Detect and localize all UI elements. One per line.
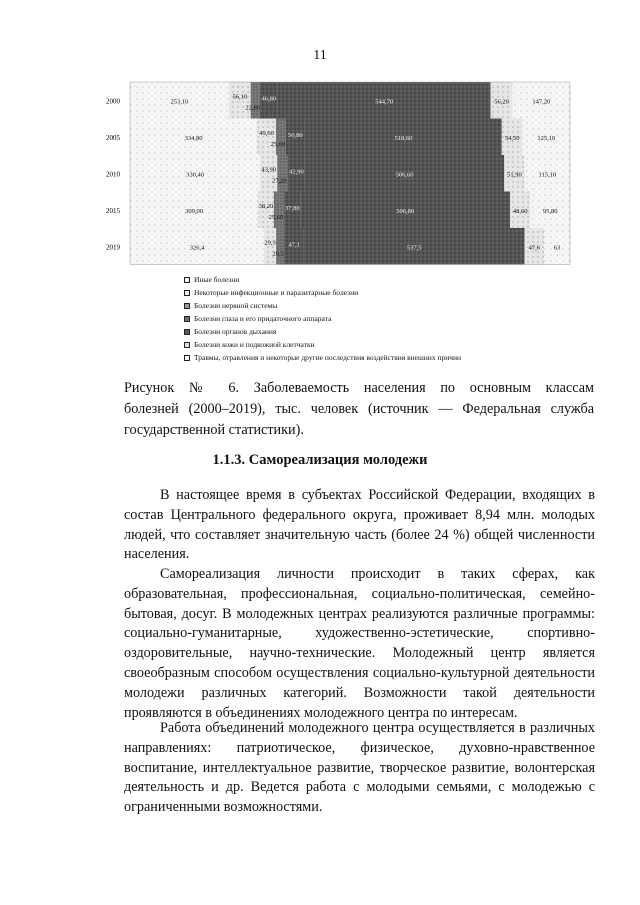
legend-item bbox=[184, 351, 461, 364]
data-label: 334,80 bbox=[184, 134, 203, 142]
data-label: 22,80 bbox=[245, 104, 261, 112]
data-label: 544,70 bbox=[375, 98, 394, 106]
legend-swatch bbox=[184, 303, 190, 309]
data-label: 50,80 bbox=[287, 131, 303, 139]
data-label: 147,20 bbox=[532, 98, 551, 106]
legend-swatch bbox=[184, 290, 190, 296]
data-label: 253,10 bbox=[170, 98, 189, 106]
text-line: населения. bbox=[124, 546, 190, 563]
text-line: направлениях: патриотическое, физическое, духовно-нравственное bbox=[124, 739, 595, 756]
bar-segment bbox=[277, 155, 288, 192]
page-number: 11 bbox=[313, 48, 327, 63]
data-label: 56,20 bbox=[494, 98, 509, 106]
legend-label: Болезни органов дыхания bbox=[194, 327, 277, 336]
data-label: 518,60 bbox=[394, 134, 413, 142]
legend-item bbox=[184, 299, 461, 312]
bar-segment bbox=[276, 228, 284, 265]
data-label: 326,4 bbox=[189, 244, 205, 252]
text-line: социально-гуманитарные, художественно-эстетические, спортивно- bbox=[124, 625, 595, 642]
section-title: 1.1.3. Самореализация молодежи bbox=[212, 452, 428, 468]
data-label: 42,90 bbox=[289, 168, 304, 176]
data-label: 56,10 bbox=[232, 93, 248, 101]
text-line: В настоящее время в субъектах Российской Федерации, входящих в bbox=[160, 487, 595, 503]
y-tick-label: 2010 bbox=[106, 170, 120, 179]
data-label: 51,90 bbox=[507, 171, 522, 179]
data-label: 29,3 bbox=[264, 239, 276, 247]
data-label: 20,5 bbox=[272, 250, 284, 258]
legend-label: Некоторые инфекционные и паразитарные болезни bbox=[194, 288, 359, 297]
legend-item bbox=[184, 338, 461, 351]
data-label: 95,80 bbox=[542, 207, 558, 215]
legend-item bbox=[184, 325, 461, 338]
caption-line: государственной статистики). bbox=[124, 422, 304, 438]
legend-label: Болезни кожи и подкожной клетчатки bbox=[194, 340, 315, 349]
legend-label: Болезни нервной системы bbox=[194, 301, 278, 310]
data-label: 125,10 bbox=[537, 134, 556, 142]
text-line: Работа объединений молодежного центра осуществляется в различных bbox=[160, 720, 595, 736]
bar-segment bbox=[258, 192, 274, 229]
data-label: 25,60 bbox=[268, 213, 284, 221]
text-line: воспитание, интеллектуальное развитие, творческое развитие, волонтерская bbox=[124, 759, 595, 776]
data-label: 46,80 bbox=[261, 95, 277, 103]
figure-caption bbox=[124, 378, 594, 441]
data-label: 37,80 bbox=[285, 204, 300, 212]
paragraph bbox=[124, 565, 595, 723]
bar-segment bbox=[251, 82, 260, 119]
bar-segment bbox=[260, 155, 277, 192]
bar-segment bbox=[274, 192, 285, 229]
text-line: Самореализация личности происходит в таких сферах, как bbox=[160, 566, 595, 582]
text-line: своеобразным способом осуществления социально-культурной деятельности bbox=[124, 664, 595, 681]
bar-segment bbox=[229, 82, 251, 119]
y-tick-label: 2015 bbox=[106, 206, 120, 215]
text-line: ограниченными возможностями. bbox=[124, 799, 323, 816]
y-tick-label: 2000 bbox=[106, 97, 120, 106]
data-label: 48,60 bbox=[512, 207, 528, 215]
data-label: 309,00 bbox=[185, 207, 203, 215]
legend-swatch bbox=[184, 342, 190, 348]
data-label: 38,20 bbox=[258, 202, 274, 210]
data-label: 115,10 bbox=[538, 171, 557, 179]
bar-segment bbox=[257, 119, 276, 156]
data-label: 27,20 bbox=[271, 177, 287, 185]
data-label: 43,90 bbox=[261, 166, 276, 174]
data-label: 330,40 bbox=[186, 171, 204, 179]
paragraph bbox=[124, 486, 595, 565]
y-tick-label: 2005 bbox=[106, 133, 120, 142]
text-line: бытовая, досуг. В молодежных центрах реализуются различные программы: bbox=[124, 605, 595, 622]
data-label: 49,60 bbox=[259, 129, 274, 137]
text-line: деятельность и др. Ведется работа с молодыми семьями, с молодежью с bbox=[124, 779, 595, 796]
paragraph bbox=[124, 719, 595, 818]
legend-item bbox=[184, 312, 461, 325]
caption-line: Рисунок № 6. Заболеваемость населения по основным классам bbox=[124, 380, 594, 396]
caption-line: болезней (2000–2019), тыс. человек (источник — Федеральная служба bbox=[124, 401, 594, 417]
legend-label: Иные болезни bbox=[194, 275, 240, 284]
text-line: людей, что составляет значительную часть (более 24 %) общей численности bbox=[124, 526, 595, 543]
bar-segment bbox=[276, 119, 286, 156]
morbidity-stacked-bar-chart bbox=[106, 80, 576, 270]
text-line: оздоровительные, научно-технические. Молодежный центр является bbox=[124, 645, 595, 662]
y-tick-label: 2019 bbox=[106, 243, 120, 252]
text-line: молодежи различных категорий. Возможности такой деятельности bbox=[124, 684, 595, 701]
data-label: 537,5 bbox=[406, 244, 422, 252]
legend-item bbox=[184, 286, 461, 299]
data-label: 506,80 bbox=[396, 207, 415, 215]
bar-segment bbox=[264, 228, 276, 265]
data-label: 63 bbox=[553, 244, 561, 252]
legend-swatch bbox=[184, 277, 190, 283]
data-label: 47,6 bbox=[528, 244, 541, 252]
data-label: 506,60 bbox=[395, 171, 414, 179]
data-label: 25,60 bbox=[270, 140, 286, 148]
legend-swatch bbox=[184, 316, 190, 322]
legend-label: Болезни глаза и его придаточного аппарата bbox=[194, 314, 332, 323]
text-line: проявляются в объединениях молодежного центра по интересам. bbox=[124, 704, 518, 721]
chart-legend bbox=[184, 273, 461, 364]
legend-label: Травмы, отравления и некоторые другие последствия воздействия внешних причин bbox=[194, 353, 462, 362]
legend-item bbox=[184, 273, 461, 286]
legend-swatch bbox=[184, 329, 190, 335]
data-label: 47,1 bbox=[288, 241, 300, 249]
text-line: образовательная, профессиональная, социально-политическая, семейно- bbox=[124, 585, 595, 602]
legend-swatch bbox=[184, 355, 190, 361]
text-line: состав Центрального федерального округа, проживает 8,94 млн. молодых bbox=[124, 506, 595, 523]
data-label: 54,50 bbox=[504, 134, 520, 142]
